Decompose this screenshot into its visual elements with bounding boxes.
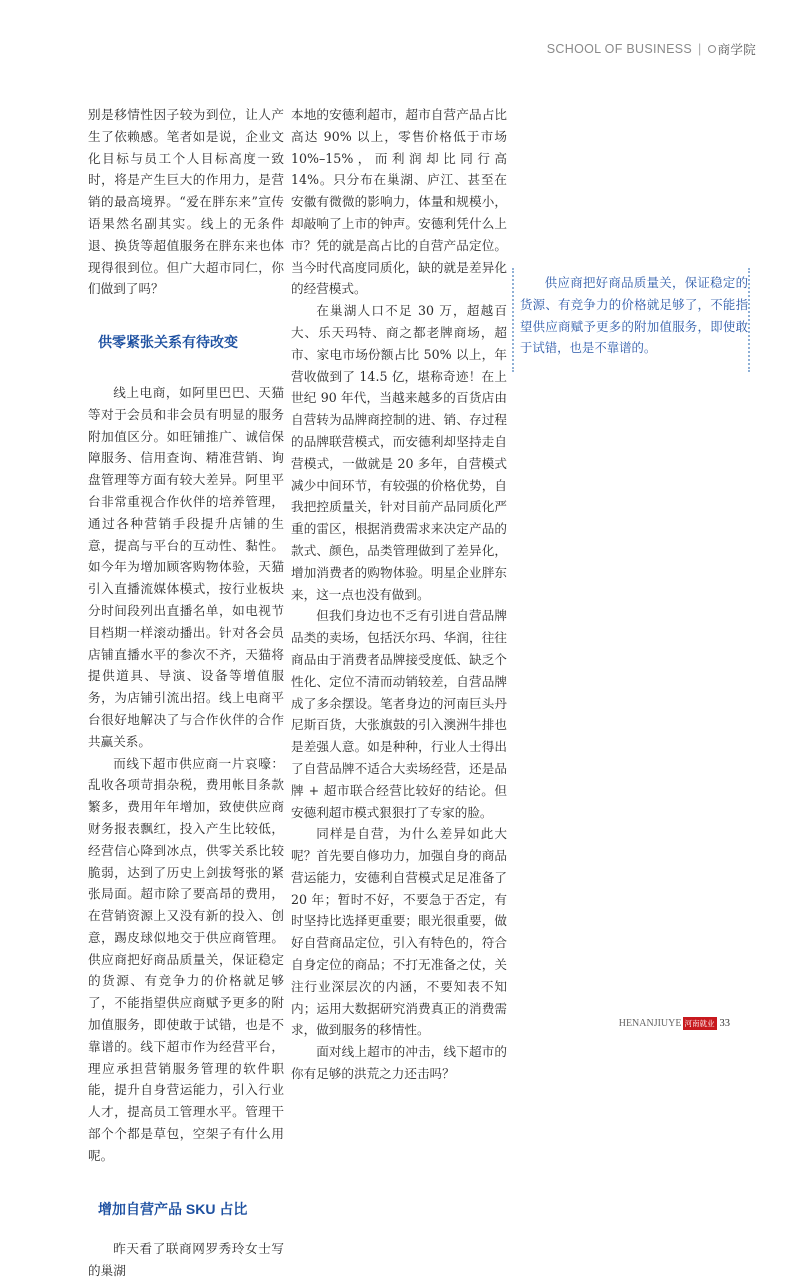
paragraph: 面对线上超市的冲击，线下超市的你有足够的洪荒之力还击吗？ (291, 1044, 507, 1082)
text-column-middle (291, 104, 507, 1085)
header-separator: | (698, 42, 702, 56)
paragraph: 在巢湖人口不足 30 万，超越百大、乐天玛特、商之都老牌商场，超市、家电市场份额占比 50% 以上，年营收做到了 14.5 亿，堪称奇迹！在上世纪 90 年代，当越来越多的百货店由自营转为品牌商控制的进、销、存过程的品牌联营模式，而安德利却坚持走自营模式，一做就是 20 多年，自营模式减少中间环节，有较强的价格优势，自我把控质量关，针对目前产品同质化严重的雷区，根据消费需求来决定产品的款式、颜色，品类管理做到了差异化，增加消费者的购物体验。明星企业胖东来，这一点也没有做到。 (291, 303, 507, 602)
school-of-business-label: SCHOOL OF BUSINESS (546, 42, 693, 56)
text-column-left (88, 104, 284, 1282)
pull-quote (512, 268, 750, 372)
paragraph: 而线下超市供应商一片哀嚎：乱收各项苛捐杂税，费用帐目条款繁多，费用年年增加，致使供应商财务报表飘红，投入产生比较低，经营信心降到冰点，供零关系比较脆弱，达到了历史上剑拔弩张的紧张局面。超市除了要高昂的费用，在营销资源上又没有新的投入、创意，踢皮球似地交于供应商管理。供应商把好商品质量关，保证稳定的货源、有竞争力的价格就足够了，不能指望供应商赋予更多的附加值服务，即使敢于试错，也是不靠谱的。线下超市作为经营平台，理应承担营销服务管理的软件职能，提升自身营运能力，引入行业人才，提高员工管理水平。管理干部个个都是草包，空架子有什么用呢。 (88, 755, 284, 1163)
page-header (547, 40, 756, 58)
page-number: 33 (719, 1018, 730, 1029)
paragraph: 但我们身边也不乏有引进自营品牌品类的卖场，包括沃尔玛、华润，往往商品由于消费者品牌接受度低、缺乏个性化、定位不清而动销较差，自营品牌成了多余摆设。笔者身边的河南巨头丹尼斯百货，大张旗鼓的引入澳洲牛排也是差强人意。如是种种，行业人士得出了自营品牌不适合大卖场经营，还是品牌 + 超市联合经营比较好的结论。但安德利超市模式狠狠打了专家的脸。 (291, 608, 507, 820)
paragraph: 同样是自营，为什么差异如此大呢？首先要自修功力，加强自身的商品营运能力，安德利自营模式足足准备了 20 年；暂时不好，不要急于否定，有时坚持比选择更重要；眼光很重要，做好自营商品定位，引入有特色的，符合自身定位的商品；不打无准备之仗，关注行业深层次的内涵，不要知表不知内；运用大数据研究消费真正的消费需求，做到服务的移情性。 (291, 826, 507, 1038)
magazine-name: HENANJIUYE (618, 1018, 682, 1029)
paragraph: 线上电商，如阿里巴巴、天猫等对于会员和非会员有明显的服务附加值区分。如旺铺推广、诚信保障服务、信用查询、精准营销、询盘管理等方面有较大差异。阿里平台非常重视合作伙伴的培养管理，通过各种营销手段提升店铺的生意，提高与平台的互动性、黏性。如今年为增加顾客购物体验，天猫引入直播流媒体模式，按行业板块分时间段列出直播名单，如电视节目档期一样滚动播出。针对各会员店铺直播水平的参次不齐，天猫将提供道具、导演、设备等增值服务，为店铺引流出招。线上电商平台很好地解决了与合作伙伴的合作共赢关系。 (88, 384, 284, 749)
page-footer (619, 1017, 730, 1030)
section-heading-supplier-relations: 供零紧张关系有待改变 (98, 334, 238, 351)
pull-quote-text: 供应商把好商品质量关，保证稳定的货源、有竞争力的价格就足够了，不能指望供应商赋予更多的附加值服务，即使敢于试错，也是不靠谱的。 (520, 275, 748, 356)
paragraph: 本地的安德利超市，超市自营产品占比高达 90% 以上，零售价格低于市场 10%–15%，而利润却比同行高 14%。只分布在巢湖、庐江、甚至在安徽有微微的影响力，体量和规模小，却敲响了上市的钟声。安德利凭什么上市？凭的就是高占比的自营产品定位。当今时代高度同质化，缺的就是差异化的经营模式。 (291, 107, 507, 297)
paragraph: 别是移情性因子较为到位，让人产生了依赖感。笔者如是说，企业文化目标与员工个人目标高度一致时，将是产生巨大的作用力，是营销的最高境界。“爱在胖东来”宣传语果然名副其实。线上的无条件退、换货等超值服务在胖东来也体现得很到位。但广大超市同仁，你们做到了吗？ (88, 107, 284, 297)
magazine-brand-badge: 河南就业 (684, 1019, 715, 1028)
circle-icon (708, 45, 716, 53)
section-heading-private-label-sku: 增加自营产品 SKU 占比 (98, 1200, 248, 1217)
paragraph: 昨天看了联商网罗秀玲女士写的巢湖 (88, 1241, 284, 1279)
section-name-cn: 商学院 (717, 43, 756, 57)
